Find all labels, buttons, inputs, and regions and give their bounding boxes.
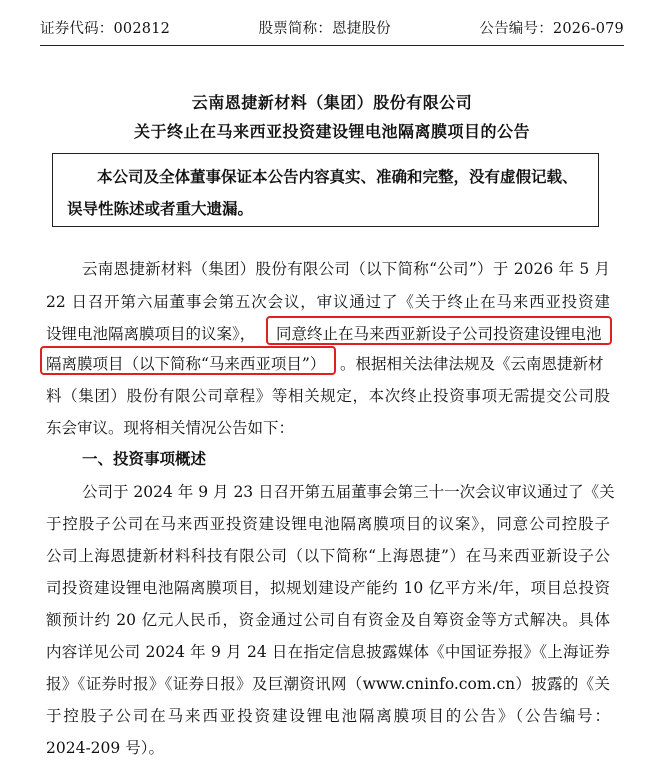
para2-line-8: 于控股子公司在马来西亚投资建设锂电池隔离膜项目的公告》（公告编号： [46,707,610,725]
declaration-box [52,153,599,227]
declaration-line-1: 本公司及全体董事保证本公告内容真实、准确和完整，没有虚假记载、 [97,167,578,186]
para1-line-2: 22 日召开第六届董事会第五次会议，审议通过了《关于终止在马来西亚投资建 [46,293,610,311]
para1-line-4b: 。根据相关法律法规及《云南恩捷新材 [340,355,604,373]
para2-line-6: 内容详见公司 2024 年 9 月 24 日在指定信息披露媒体《中国证券报》《上海证券 [46,643,610,661]
para2-line-1: 公司于 2024 年 9 月 23 日召开第五届董事会第三十一次会议审议通过了《关 [82,483,615,501]
para1-line-3a: 设锂电池隔离膜项目的议案》， [46,325,256,343]
highlight-box-2 [40,346,336,375]
section-heading: 一、投资事项概述 [82,449,207,468]
para2-line-7: 报》《证券时报》《证券日报》及巨潮资讯网（www.cninfo.com.cn）披露的《关 [46,675,610,693]
para2-line-9: 2024-209 号）。 [46,739,164,757]
para2-line-3: 公司上海恩捷新材料科技有限公司（以下简称“上海恩捷”）在马来西亚新设子公 [46,547,610,565]
declaration-line-2: 误导性陈述或者重大遗漏。 [67,199,254,218]
stock-code: 证券代码：002812 [40,20,171,37]
para2-line-4: 司投资建设锂电池隔离膜项目，拟规划建设产能约 10 亿平方米/年，项目总投资 [46,579,610,597]
header-divider [40,45,624,46]
para1-line-1: 云南恩捷新材料（集团）股份有限公司（以下简称“公司”）于 2026 年 5 月 [82,260,610,278]
highlight-box-1 [266,316,612,345]
para2-line-5: 额预计约 20 亿元人民币，资金通过公司自有资金及自筹资金等方式解决。具体 [46,611,610,629]
notice-title: 关于终止在马来西亚投资建设锂电池隔离膜项目的公告 [133,122,530,141]
para2-line-2: 于控股子公司在马来西亚投资建设锂电池隔离膜项目的议案》，同意公司控股子 [46,515,610,533]
company-title: 云南恩捷新材料（集团）股份有限公司 [191,93,473,112]
page-header [40,16,624,38]
para1-line-3b: 同意终止在马来西亚新设子公司投资建设锂电池 [276,325,602,343]
para1-line-5: 料（集团）股份有限公司章程》等相关规定，本次终止投资事项无需提交公司股 [46,387,610,405]
stock-name: 股票简称：恩捷股份 [258,20,391,37]
notice-number: 公告编号：2026-079 [479,20,624,37]
para1-line-4a: 隔离膜项目（以下简称“马来西亚项目”） [46,355,326,373]
para1-line-6: 东会审议。现将相关情况公告如下： [46,419,295,437]
